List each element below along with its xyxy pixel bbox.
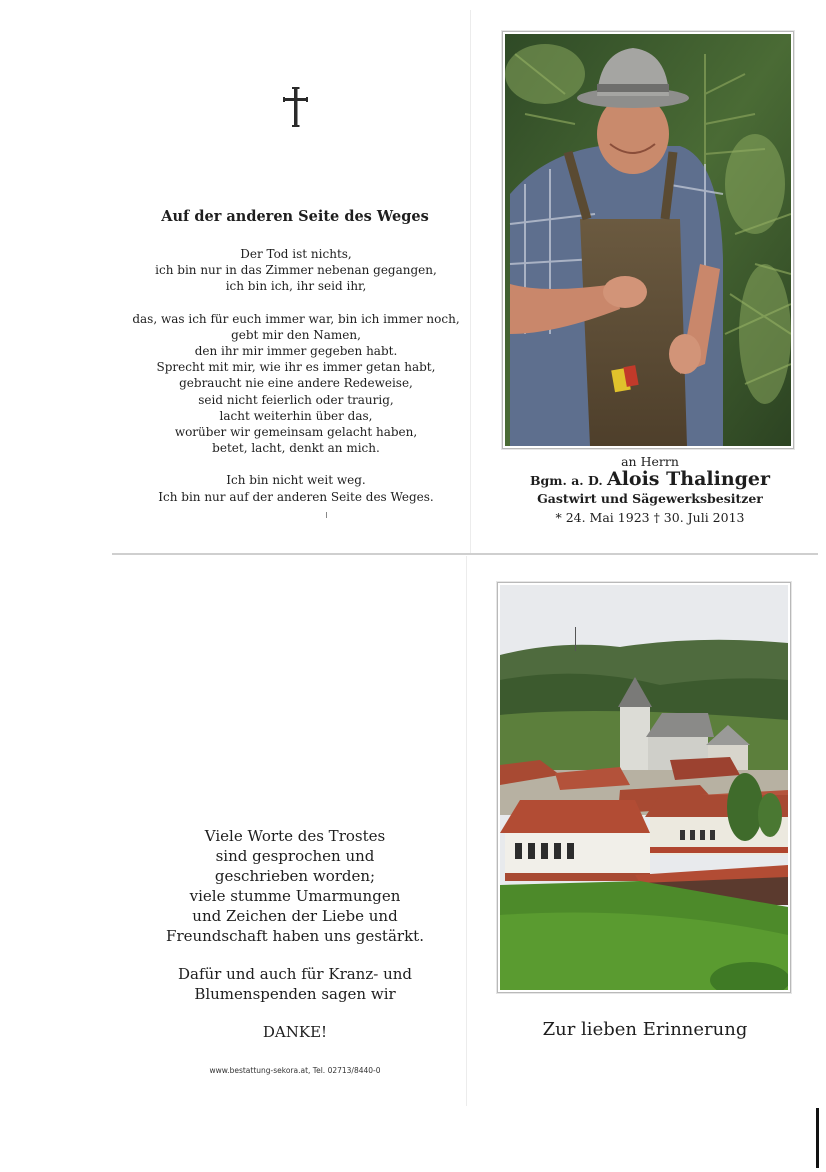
poem-title: Auf der anderen Seite des Weges (161, 208, 429, 225)
thanks-line: geschrieben worden; (214, 867, 376, 885)
poem-line: ich bin ich, ihr seid ihr, (225, 279, 367, 294)
deceased-name: Alois Thalinger (606, 468, 771, 490)
poem-line: worüber wir gemeinsam gelacht haben, (174, 425, 418, 440)
thanks-line: und Zeichen der Liebe und (192, 907, 398, 925)
thanks-line: Viele Worte des Trostes (204, 827, 386, 845)
poem-text (118, 246, 474, 521)
thanks-line: Blumenspenden sagen wir (194, 985, 396, 1003)
poem-stanza-2 (118, 311, 474, 457)
village-frame (497, 582, 791, 993)
thanks-line: viele stumme Umarmungen (189, 887, 401, 905)
poem-line: den ihr mir immer gegeben habt. (194, 344, 398, 359)
poem-line: ich bin nur in das Zimmer nebenan gegangen, (155, 263, 437, 278)
life-dates: * 24. Mai 1923 † 30. Juli 2013 (555, 510, 745, 525)
poem-line: lacht weiterhin über das, (219, 408, 373, 423)
portrait-frame (502, 31, 794, 449)
deceased-info (505, 454, 795, 527)
poem-line: Ich bin nur auf der anderen Seite des Weges. (158, 489, 434, 504)
thanks-paragraph-2 (150, 964, 440, 1004)
poem-line: Sprecht mit mir, wie ihr es immer getan habt, (156, 360, 436, 375)
poem-line: betet, lacht, denkt an mich. (212, 441, 380, 456)
poem-stanza-1 (118, 246, 474, 295)
thanks-paragraph-1 (150, 826, 440, 946)
thanks-line: Freundschaft haben uns gestärkt. (166, 927, 424, 945)
poem-line: Ich bin nicht weit weg. (226, 473, 366, 488)
poem-line: seid nicht feierlich oder traurig, (198, 392, 394, 407)
poem-line: Der Tod ist nichts, (240, 247, 352, 261)
cross-icon (281, 86, 311, 128)
poem-line: gebraucht nie eine andere Redeweise, (179, 376, 413, 391)
village-landscape-photo (500, 585, 788, 990)
profession: Gastwirt und Sägewerksbesitzer (537, 491, 763, 506)
poem-stanza-3 (118, 472, 474, 504)
thanks-line: Dafür und auch für Kranz- und (177, 965, 413, 983)
poem-line: das, was ich für euch immer war, bin ich immer noch, (132, 311, 460, 326)
salutation: an Herrn (621, 454, 679, 469)
scan-edge-mark (816, 1108, 819, 1168)
portrait-photo (505, 34, 791, 446)
fold-line-bottom (466, 556, 467, 1106)
thanks-text (150, 826, 440, 1060)
poem-line: gebt mir den Namen, (231, 327, 361, 342)
name-line (505, 469, 795, 491)
card-separator (112, 553, 818, 555)
danke: DANKE! (262, 1023, 328, 1041)
thanks-line: sind gesprochen und (215, 847, 375, 865)
title-prefix: Bgm. a. D. (529, 473, 603, 488)
footer-url: www.bestattung-sekora.at, Tel. 02713/8440-0 (209, 1066, 381, 1075)
memorial-caption: Zur lieben Erinnerung (542, 1019, 748, 1040)
